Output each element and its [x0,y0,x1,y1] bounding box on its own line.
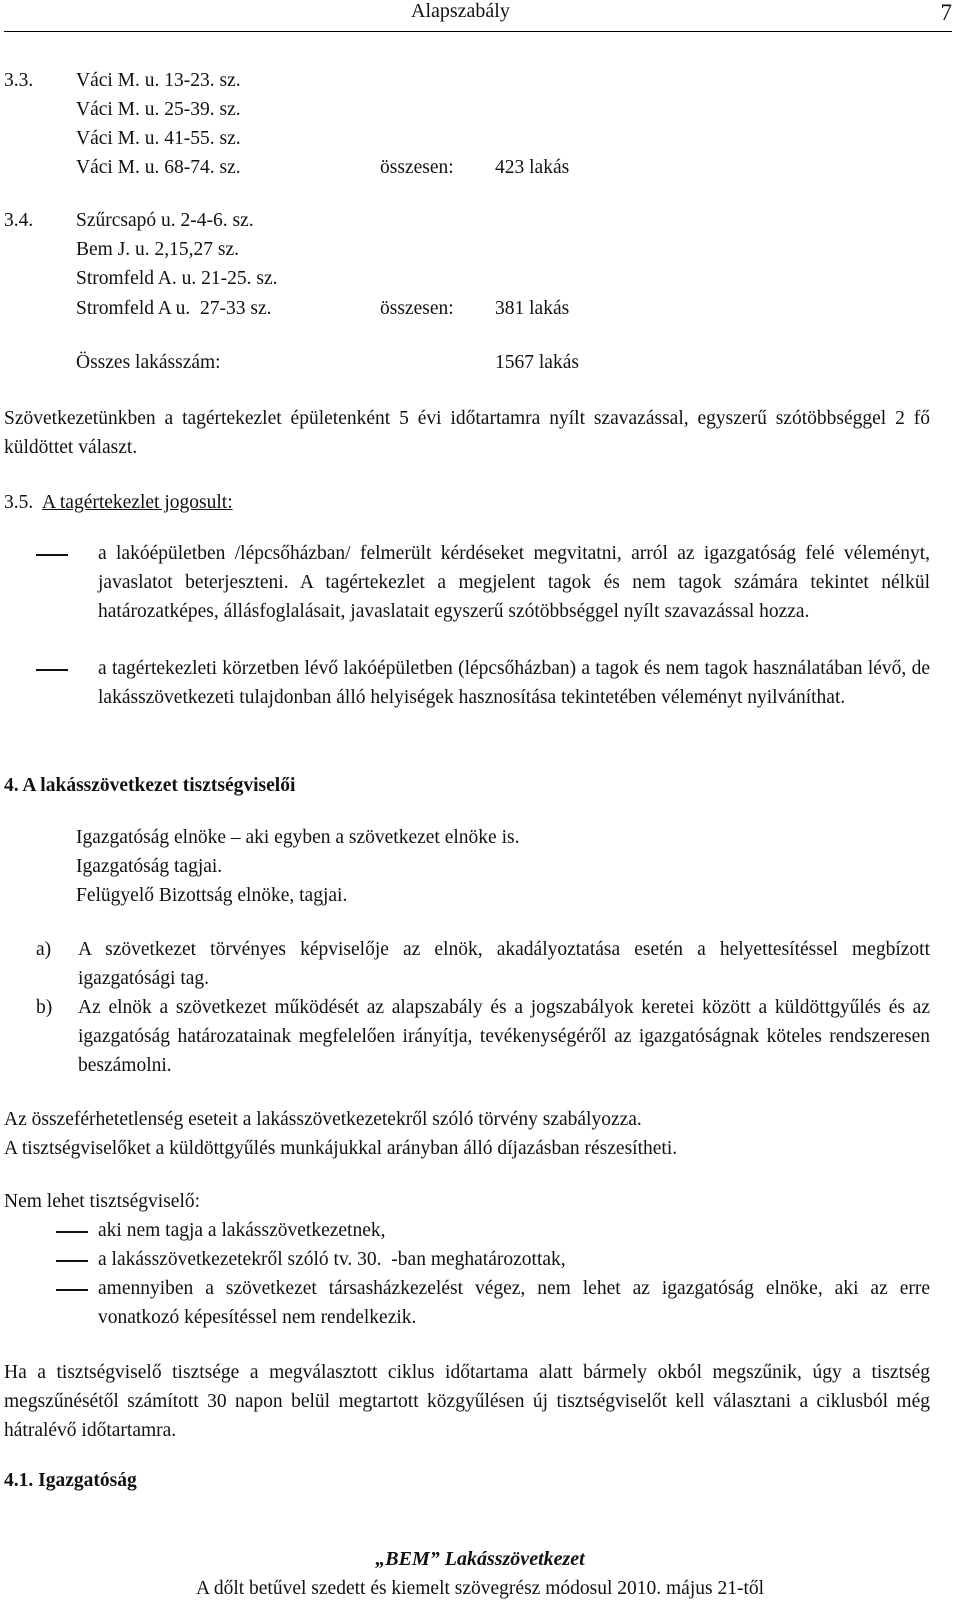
list-item: aki nem tagja a lakásszövetkezetnek, [98,1220,386,1241]
dash-bullet [56,1289,88,1291]
address-line: Stromfeld A. u. 21-25. sz. [76,268,278,289]
section-3-5-number: 3.5. [4,492,34,513]
header-title: Alapszabály [411,0,510,22]
dash-bullet [56,1260,88,1262]
total-value: 381 lakás [495,298,570,319]
address-line: Váci M. u. 68-74. sz. [76,157,241,178]
total-value: 423 lakás [495,157,570,178]
address-line: Váci M. u. 13-23. sz. [76,70,241,91]
footer-note: A dőlt betűvel szedett és kiemelt szövegrész módosul 2010. május 21-től [195,1578,765,1599]
total-label: összesen: [380,157,454,178]
lettered-item: Az elnök a szövetkezet működését az alapszabály és a jogszabályok keretei között a küldöttgyűlés és az igazgatóság határozatainak megfelelően irányítja, tevékenységéről az igazgatóságnak köteles rendszeresen beszámolni. [78,997,930,1076]
address-line: Stromfeld A u. 27-33 sz. [76,298,272,319]
paragraph-incompatibility: Az összeférhetetlenség eseteit a lakásszövetkezetekről szóló törvény szabályozza. [4,1109,642,1130]
paragraph-delegates: Szövetkezetünkben a tagértekezlet épületenként 5 évi időtartamra nyílt szavazással, egyszerű szótöbbséggel 2 fő küldöttet választ. [4,408,930,458]
paragraph-remuneration: A tisztségviselőket a küldöttgyűlés munkájukkal arányban álló díjazásban részesítheti. [4,1138,678,1159]
dash-bullet [56,1231,88,1233]
list-item: a lakásszövetkezetekről szóló tv. 30. -ban meghatározottak, [98,1249,566,1270]
section-3-3-label: 3.3. [4,70,34,91]
all-flats-value: 1567 lakás [495,352,579,373]
page-header [4,0,952,32]
dash-bullet [36,669,68,671]
list-item: amennyiben a szövetkezet társasházkezelést végez, nem lehet az igazgatóság elnöke, aki az erre vonatkozó képesítéssel nem rendelkezik. [98,1278,930,1328]
dash-bullet [36,554,68,556]
page-number: 7 [940,0,952,25]
section-3-5-heading: A tagértekezlet jogosult: [42,492,233,513]
lettered-item: A szövetkezet törvényes képviselője az elnök, akadályoztatása esetén a helyettesítéssel megbízott igazgatósági tag. [78,939,930,989]
cannot-be-label: Nem lehet tisztségviselő: [4,1191,201,1212]
section-4-1-heading: 4.1. Igazgatóság [4,1470,137,1491]
officer-line: Igazgatóság elnöke – aki egyben a szövetkezet elnöke is. [76,827,520,848]
address-line: Szűrcsapó u. 2-4-6. sz. [76,210,254,231]
list-item: a lakóépületben /lépcsőházban/ felmerült kérdéseket megvitatni, arról az igazgatóság felé véleményt, javaslatot beterjeszteni. A tagértekezlet a megjelent tagok és nem tagok számára tekintet nélkül határozatképes, állásfoglalásait, javaslatait egyszerű szótöbbséggel nyílt szavazással hozza. [98,543,930,622]
officer-line: Igazgatóság tagjai. [76,856,223,877]
section-4-heading: 4. A lakásszövetkezet tisztségviselői [4,775,296,796]
section-3-4-label: 3.4. [4,210,34,231]
all-flats-label: Összes lakásszám: [76,352,221,373]
total-label: összesen: [380,298,454,319]
address-line: Váci M. u. 25-39. sz. [76,99,241,120]
list-item: a tagértekezleti körzetben lévő lakóépületben (lépcsőházban) a tagok és nem tagok használatában lévő, de lakásszövetkezeti tulajdonban álló helyiségek hasznosítása tekintetében véleményt nyilváníthat. [98,658,930,708]
address-line: Váci M. u. 41-55. sz. [76,128,241,149]
item-letter: b) [36,997,53,1018]
footer-organization: „BEM” Lakásszövetkezet [375,1548,585,1570]
address-line: Bem J. u. 2,15,27 sz. [76,239,240,260]
officer-line: Felügyelő Bizottság elnöke, tagjai. [76,885,348,906]
paragraph-vacancy: Ha a tisztségviselő tisztsége a megválasztott ciklus időtartama alatt bármely okból megszűnik, úgy a tisztség megszűnésétől számított 30 napon belül megtartott közgyűlésen új tisztségviselőt kell választani a ciklusból még hátralévő időtartamra. [4,1362,930,1441]
item-letter: a) [36,939,52,960]
